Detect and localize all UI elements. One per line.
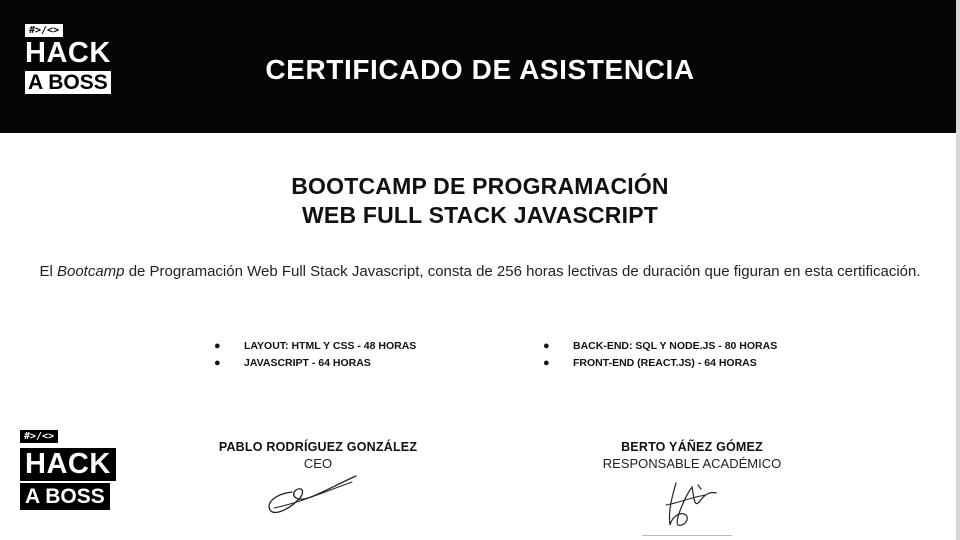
description-suffix: de Programación Web Full Stack Javascript, consta de 256 horas lectivas de duración que figuran en esta certificación.: [124, 263, 921, 280]
hack-a-boss-logo: [25, 24, 111, 94]
program-title-line-1: BOOTCAMP DE PROGRAMACIÓN: [291, 173, 669, 199]
module-label: BACK-END: SQL Y NODE.JS - 80 HORAS: [573, 340, 778, 352]
logo-word-hack: HACK: [20, 448, 116, 481]
description-emphasis: Bootcamp: [56, 263, 125, 280]
certificate-title: CERTIFICADO DE ASISTENCIA: [265, 54, 695, 85]
bullet-icon: ●: [543, 340, 550, 352]
logo-word-hack: HACK: [25, 37, 111, 69]
signature-academic-icon: [658, 475, 728, 535]
bullet-icon: ●: [214, 340, 221, 352]
signature-line: [642, 535, 732, 536]
signer-role: CEO: [303, 456, 333, 471]
modules-list-right: [543, 338, 777, 372]
program-title: [160, 172, 800, 230]
modules-list-left: [214, 338, 416, 372]
header-band: [0, 0, 956, 133]
module-item: [214, 355, 416, 372]
module-item: [543, 355, 777, 372]
signer-name: BERTO YÁÑEZ GÓMEZ: [621, 440, 763, 454]
module-item: [214, 338, 416, 355]
logo-tag: #>/<>: [20, 430, 58, 443]
module-label: FRONT-END (REACT.JS) - 64 HORAS: [573, 357, 757, 369]
module-label: JAVASCRIPT - 64 HORAS: [244, 357, 371, 369]
bullet-icon: ●: [543, 357, 550, 369]
signer-academic: [572, 440, 812, 472]
logo-word-boss: A BOSS: [20, 483, 110, 510]
logo-tag: #>/<>: [25, 24, 63, 37]
program-title-line-2: WEB FULL STACK JAVASCRIPT: [302, 202, 658, 228]
hack-a-boss-logo-footer: [20, 430, 116, 510]
signature-ceo-icon: [262, 468, 362, 518]
logo-word-boss: A BOSS: [25, 71, 111, 94]
signer-name: PABLO RODRÍGUEZ GONZÁLEZ: [218, 440, 418, 454]
page-edge: [956, 0, 960, 540]
signer-role: RESPONSABLE ACADÉMICO: [602, 456, 782, 471]
module-label: LAYOUT: HTML Y CSS - 48 HORAS: [244, 340, 417, 352]
bullet-icon: ●: [214, 357, 221, 369]
program-description: [30, 262, 930, 282]
module-item: [543, 338, 777, 355]
description-prefix: El: [39, 263, 57, 280]
